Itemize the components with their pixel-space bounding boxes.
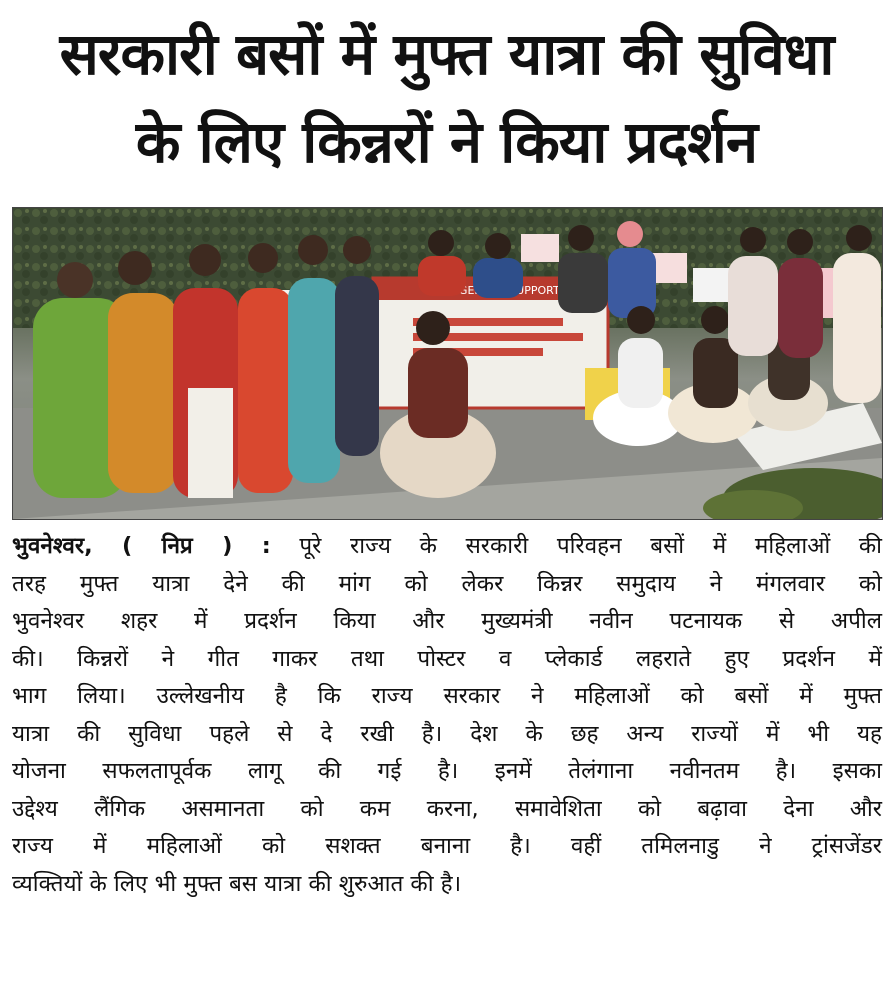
article-line: भुवनेश्वर शहर में प्रदर्शन किया और मुख्यमंत्री नवीन पटनायक से अपील — [12, 608, 882, 634]
protest-photo-illustration — [13, 208, 882, 519]
article-line-text: पूरे राज्य के सरकारी परिवहन बसों में महिलाओं की — [270, 533, 882, 559]
dateline: भुवनेश्वर, ( निप्र ) : — [12, 533, 271, 559]
article-line: की। किन्नरों ने गीत गाकर तथा पोस्टर व प्लेकार्ड लहराते हुए प्रदर्शन में — [12, 645, 882, 672]
article-body — [12, 528, 882, 903]
article-line: योजना सफलतापूर्वक लागू की गई है। इनमें तेलंगाना नवीनतम है। इसका — [12, 758, 882, 784]
article-line: राज्य में महिलाओं को सशक्त बनाना है। वहीं तमिलनाडु ने ट्रांसजेंडर — [12, 833, 882, 859]
article-line: व्यक्तियों के लिए भी मुफ्त बस यात्रा की शुरुआत की है। — [12, 870, 462, 897]
article-line: उद्देश्य लैंगिक असमानता को कम करना, समावेशिता को बढ़ावा देना और — [12, 795, 882, 822]
headline-line-1: सरकारी बसों में मुफ्त यात्रा की सुविधा — [59, 20, 834, 88]
article-line: यात्रा की सुविधा पहले से दे रखी है। देश के छह अन्य राज्यों में भी यह — [12, 720, 882, 747]
article-line: तरह मुफ्त यात्रा देने की मांग को लेकर किन्नर समुदाय ने मंगलवार को — [12, 570, 882, 597]
article-line — [12, 528, 882, 566]
news-photo — [12, 207, 883, 520]
article-line: भाग लिया। उल्लेखनीय है कि राज्य सरकार ने महिलाओं को बसों में मुफ्त — [12, 683, 882, 709]
banner-text: TRANSGENDER SUPPORT — [422, 284, 560, 297]
headline-line-2: के लिए किन्नरों ने किया प्रदर्शन — [135, 108, 758, 176]
